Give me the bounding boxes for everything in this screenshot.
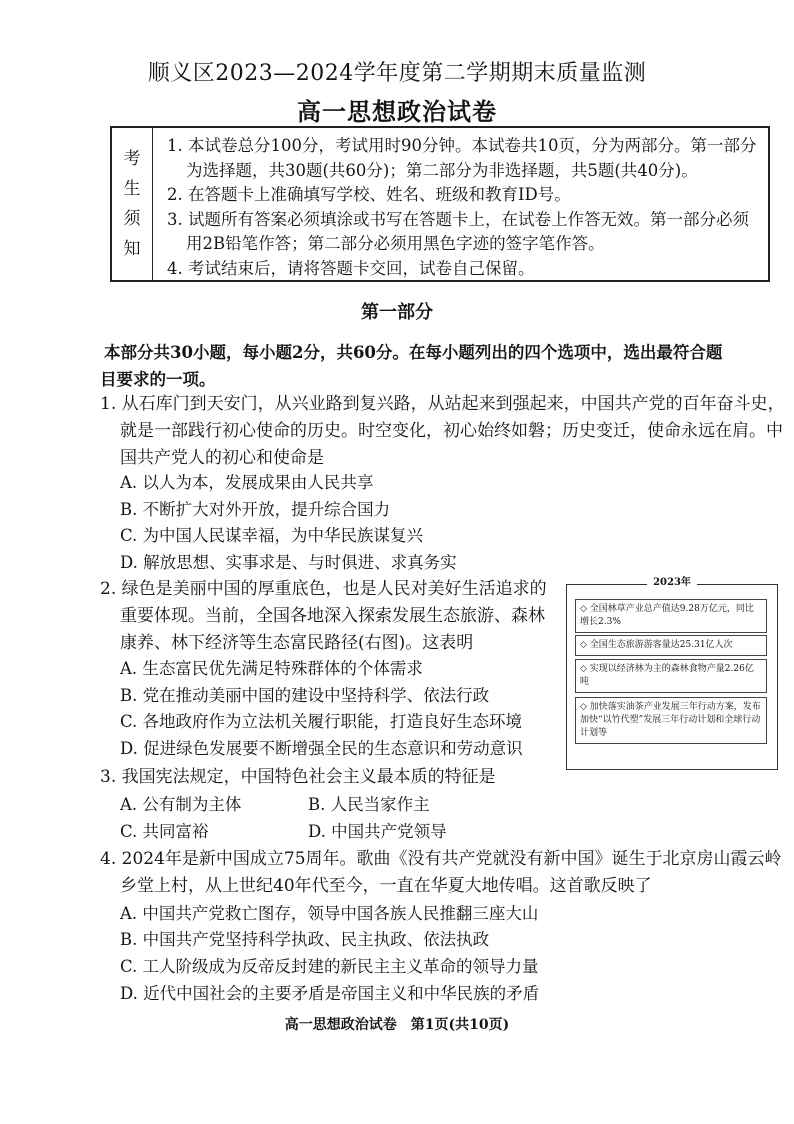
question-1-stem: 国共产党人的初心和使命是 bbox=[120, 448, 324, 468]
notice-item: 1. 本试卷总分100分，考试用时90分钟。本试卷共10页，分为两部分。第一部分 bbox=[167, 136, 757, 155]
candidate-notice-box bbox=[110, 126, 770, 282]
question-3-option-b: B. 人民当家作主 bbox=[308, 795, 430, 814]
notice-label bbox=[112, 128, 153, 280]
question-2-stem: 2. 绿色是美丽中国的厚重底色，也是人民对美好生活追求的 bbox=[100, 579, 547, 599]
notice-label-char: 考 bbox=[123, 149, 141, 169]
figure-item: ◇ 实现以经济林为主的森林食物产量2.26亿吨 bbox=[575, 659, 767, 693]
question-3-option-c: C. 共同富裕 bbox=[120, 822, 209, 841]
notice-label-char: 生 bbox=[123, 179, 141, 199]
exam-subtitle: 高一思想政治试卷 bbox=[297, 97, 497, 126]
notice-item: 用2B铅笔作答；第二部分必须用黑色字迹的签字笔作答。 bbox=[186, 234, 605, 253]
question-2-option-a: A. 生态富民优先满足特殊群体的个体需求 bbox=[120, 659, 423, 678]
question-3-stem: 3. 我国宪法规定，中国特色社会主义最本质的特征是 bbox=[100, 767, 496, 787]
question-2-option-c: C. 各地政府作为立法机关履行职能，打造良好生态环境 bbox=[120, 712, 523, 731]
section-intro-line: 目要求的一项。 bbox=[100, 370, 216, 389]
question-4-stem: 4. 2024年是新中国成立75周年。歌曲《没有共产党就没有新中国》诞生于北京房山霞云岭 bbox=[100, 849, 782, 869]
question-2-option-d: D. 促进绿色发展要不断增强全民的生态意识和劳动意识 bbox=[120, 739, 523, 758]
page-footer: 高一思想政治试卷 第1页(共10页) bbox=[284, 1017, 510, 1033]
notice-items bbox=[153, 128, 768, 280]
exam-title: 顺义区2023—2024学年度第二学期期末质量监测 bbox=[147, 61, 647, 86]
question-2-stem: 康养、林下经济等生态富民路径(右图)。这表明 bbox=[120, 633, 474, 653]
question-4-option-a: A. 中国共产党救亡图存，领导中国各族人民推翻三座大山 bbox=[120, 904, 539, 923]
question-3-option-d: D. 中国共产党领导 bbox=[308, 822, 447, 841]
figure-item: ◇ 加快落实油茶产业发展三年行动方案，发布加快“以竹代塑”发展三年行动计划和全球行动计划等 bbox=[575, 697, 767, 744]
notice-item: 为选择题，共30题(共60分)；第二部分为非选择题，共5题(共40分)。 bbox=[186, 160, 698, 180]
question-3-option-a: A. 公有制为主体 bbox=[120, 795, 242, 814]
question-4-option-b: B. 中国共产党坚持科学执政、民主执政、依法执政 bbox=[120, 930, 490, 949]
notice-item: 2. 在答题卡上准确填写学校、姓名、班级和教育ID号。 bbox=[167, 185, 571, 204]
question-1-option-c: C. 为中国人民谋幸福，为中华民族谋复兴 bbox=[120, 526, 424, 545]
section-intro-line: 本部分共30小题，每小题2分，共60分。在每小题列出的四个选项中，选出最符合题 bbox=[104, 343, 723, 362]
question-1-option-b: B. 不断扩大对外开放，提升综合国力 bbox=[120, 500, 391, 519]
notice-item: 3. 试题所有答案必须填涂或书写在答题卡上，在试卷上作答无效。第一部分必须 bbox=[167, 209, 749, 229]
question-2-option-b: B. 党在推动美丽中国的建设中坚持科学、依法行政 bbox=[120, 686, 490, 705]
question-4-stem: 乡堂上村，从上世纪40年代至今，一直在华夏大地传唱。这首歌反映了 bbox=[120, 876, 652, 896]
figure-title: 2023年 bbox=[567, 576, 777, 590]
section-title: 第一部分 bbox=[361, 302, 433, 323]
question-4-option-d: D. 近代中国社会的主要矛盾是帝国主义和中华民族的矛盾 bbox=[120, 984, 540, 1003]
question-2-figure bbox=[566, 577, 778, 770]
question-4-option-c: C. 工人阶级成为反帝反封建的新民主主义革命的领导力量 bbox=[120, 957, 539, 976]
notice-label-char: 知 bbox=[123, 239, 141, 259]
notice-item: 4. 考试结束后，请将答题卡交回，试卷自己保留。 bbox=[167, 258, 535, 278]
question-1-option-a: A. 以人为本，发展成果由人民共享 bbox=[120, 473, 374, 492]
question-1-stem: 就是一部践行初心使命的历史。时空变化，初心始终如磐；历史变迁，使命永远在肩。中 bbox=[120, 421, 783, 441]
question-1-stem: 1. 从石库门到天安门，从兴业路到复兴路，从站起来到强起来，中国共产党的百年奋斗史， bbox=[100, 394, 785, 414]
question-2-stem: 重要体现。当前，全国各地深入探索发展生态旅游、森林 bbox=[120, 606, 545, 626]
figure-item: ◇ 全国生态旅游游客量达25.31亿人次 bbox=[575, 635, 767, 656]
figure-item: ◇ 全国林草产业总产值达9.28万亿元，同比增长2.3% bbox=[575, 599, 767, 633]
notice-label-char: 须 bbox=[123, 209, 141, 229]
question-1-option-d: D. 解放思想、实事求是、与时俱进、求真务实 bbox=[120, 553, 457, 572]
